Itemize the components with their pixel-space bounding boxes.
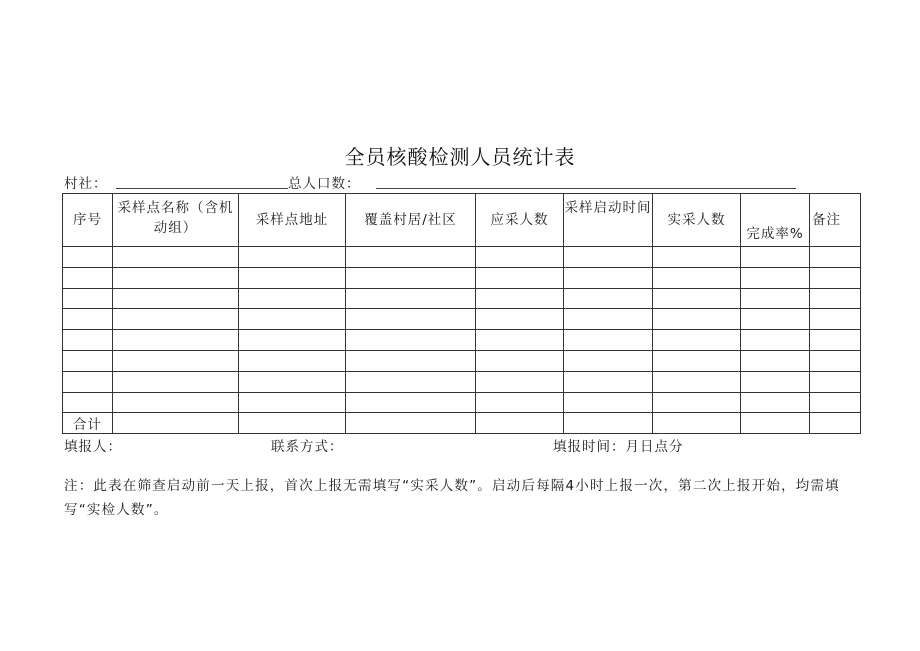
total-label: 合计 [63, 413, 113, 434]
table-cell[interactable] [810, 309, 861, 330]
table-cell[interactable] [239, 330, 346, 351]
table-cell[interactable] [741, 330, 810, 351]
table-cell[interactable] [113, 350, 239, 371]
table-cell[interactable] [63, 288, 113, 309]
table-cell[interactable] [476, 350, 564, 371]
table-cell[interactable] [564, 330, 653, 351]
table-cell[interactable] [63, 330, 113, 351]
table-cell[interactable] [810, 288, 861, 309]
header-seq: 序号 [63, 194, 113, 247]
statistics-table [62, 193, 861, 434]
table-cell[interactable] [653, 288, 741, 309]
table-cell[interactable] [653, 371, 741, 392]
table-cell[interactable] [113, 371, 239, 392]
table-cell[interactable] [564, 413, 653, 434]
population-label: 总人口数： [288, 176, 361, 192]
table-row [63, 247, 861, 268]
table-cell[interactable] [741, 371, 810, 392]
table-header-row [63, 194, 861, 247]
table-row [63, 330, 861, 351]
table-row [63, 288, 861, 309]
table-cell[interactable] [346, 413, 476, 434]
village-fill-line [116, 188, 288, 189]
table-row [63, 371, 861, 392]
table-cell[interactable] [476, 413, 564, 434]
table-cell[interactable] [113, 247, 239, 268]
table-cell[interactable] [653, 247, 741, 268]
table-cell[interactable] [239, 309, 346, 330]
table-cell[interactable] [810, 267, 861, 288]
table-cell[interactable] [810, 413, 861, 434]
table-cell[interactable] [63, 247, 113, 268]
table-cell[interactable] [239, 288, 346, 309]
table-cell[interactable] [564, 288, 653, 309]
table-cell[interactable] [741, 247, 810, 268]
header-coverage: 覆盖村居/社区 [346, 194, 476, 247]
header-site-address: 采样点地址 [239, 194, 346, 247]
report-time-label: 填报时间：月日点分 [553, 439, 684, 455]
table-row [63, 309, 861, 330]
header-remarks: 备注 [810, 194, 861, 247]
table-cell[interactable] [476, 247, 564, 268]
table-cell[interactable] [653, 413, 741, 434]
note-text: 注：此表在筛查启动前一天上报，首次上报无需填写“实采人数”。启动后每隔4小时上报一次，第二次上报开始，均需填写“实检人数”。 [64, 478, 840, 518]
header-actual: 实采人数 [653, 194, 741, 247]
table-cell[interactable] [63, 371, 113, 392]
table-cell[interactable] [346, 371, 476, 392]
table-cell[interactable] [564, 392, 653, 413]
table-cell[interactable] [741, 309, 810, 330]
population-fill-line [376, 188, 796, 189]
table-cell[interactable] [476, 309, 564, 330]
table-cell[interactable] [653, 267, 741, 288]
table-row [63, 350, 861, 371]
contact-label: 联系方式： [271, 439, 344, 455]
table-cell[interactable] [346, 309, 476, 330]
table-cell[interactable] [346, 330, 476, 351]
table-cell[interactable] [476, 330, 564, 351]
table-cell[interactable] [741, 288, 810, 309]
table-cell[interactable] [564, 267, 653, 288]
table-cell[interactable] [653, 392, 741, 413]
table-cell[interactable] [113, 413, 239, 434]
table-total-row [63, 413, 861, 434]
table-cell[interactable] [346, 392, 476, 413]
table-row [63, 267, 861, 288]
table-cell[interactable] [63, 267, 113, 288]
table-cell[interactable] [239, 350, 346, 371]
header-site-name: 采样点名称（含机动组） [113, 194, 239, 247]
reporter-label: 填报人： [64, 439, 122, 455]
table-cell[interactable] [63, 350, 113, 371]
table-cell[interactable] [346, 350, 476, 371]
table-cell[interactable] [113, 309, 239, 330]
table-cell[interactable] [564, 247, 653, 268]
table-cell[interactable] [653, 350, 741, 371]
table-cell[interactable] [63, 392, 113, 413]
table-cell[interactable] [653, 330, 741, 351]
table-cell[interactable] [346, 288, 476, 309]
table-cell[interactable] [239, 247, 346, 268]
table-cell[interactable] [113, 330, 239, 351]
table-cell[interactable] [239, 392, 346, 413]
header-completion: 完成率% [741, 194, 810, 247]
header-start-time: 采样启动时间 [564, 194, 653, 247]
table-cell[interactable] [113, 392, 239, 413]
table-cell[interactable] [741, 350, 810, 371]
table-cell[interactable] [564, 371, 653, 392]
table-cell[interactable] [239, 371, 346, 392]
village-label: 村社： [64, 176, 108, 192]
table-cell[interactable] [476, 371, 564, 392]
table-cell[interactable] [239, 413, 346, 434]
meta-row [64, 172, 804, 192]
header-expected: 应采人数 [476, 194, 564, 247]
table-cell[interactable] [239, 267, 346, 288]
table-cell[interactable] [810, 330, 861, 351]
table-cell[interactable] [741, 413, 810, 434]
table-cell[interactable] [741, 392, 810, 413]
table-cell[interactable] [113, 267, 239, 288]
table-cell[interactable] [476, 267, 564, 288]
table-cell[interactable] [810, 350, 861, 371]
footer-row [64, 435, 854, 455]
table-cell[interactable] [63, 309, 113, 330]
table-cell[interactable] [564, 309, 653, 330]
table-cell[interactable] [653, 309, 741, 330]
table-cell[interactable] [810, 392, 861, 413]
table-cell[interactable] [346, 267, 476, 288]
document-title: 全员核酸检测人员统计表 [344, 145, 576, 169]
table-cell[interactable] [810, 371, 861, 392]
table-row [63, 392, 861, 413]
table-cell[interactable] [810, 247, 861, 268]
table-cell[interactable] [113, 288, 239, 309]
table-cell[interactable] [741, 267, 810, 288]
table-cell[interactable] [564, 350, 653, 371]
table-cell[interactable] [476, 392, 564, 413]
table-cell[interactable] [476, 288, 564, 309]
table-cell[interactable] [346, 247, 476, 268]
